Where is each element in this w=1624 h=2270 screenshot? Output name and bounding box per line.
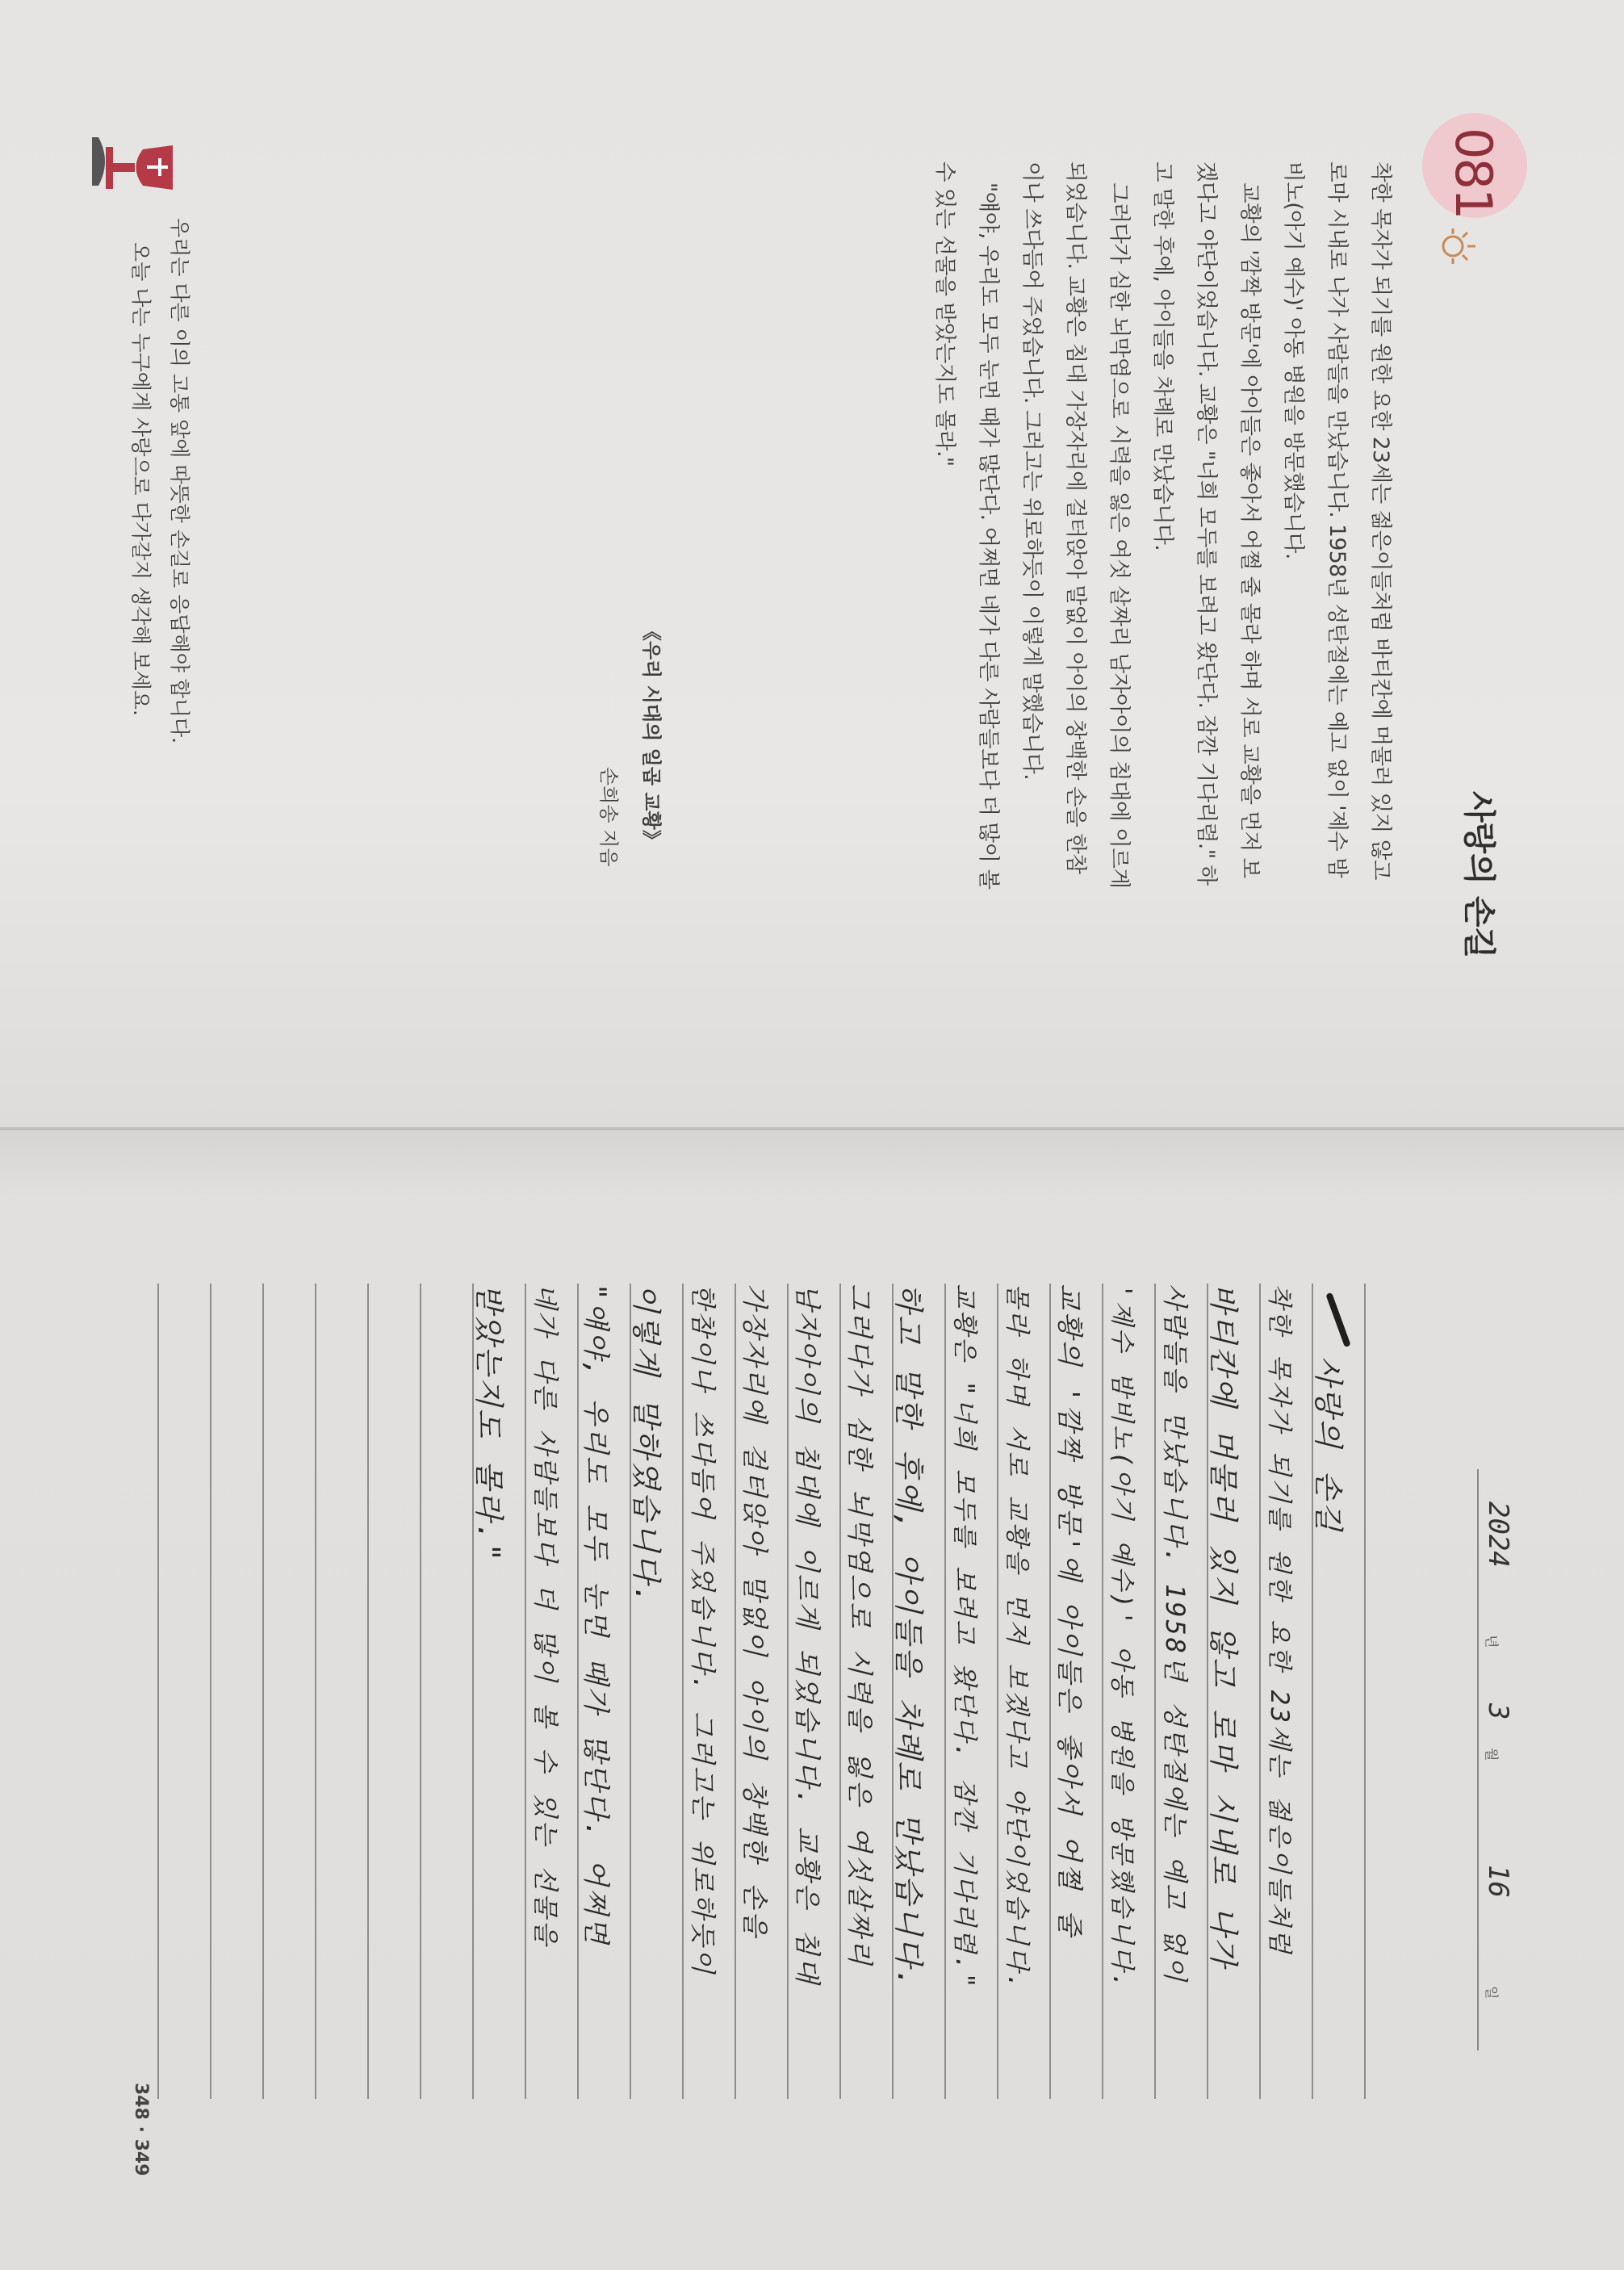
handwritten-line: '제수 밤비노(아기 예수)' 아동 병원을 방문했습니다. (1107, 1284, 1136, 1991)
date-day: 16 (1482, 1865, 1514, 1898)
handwritten-line: 받았는지도 몰라." (471, 1284, 506, 1564)
ruled-line (997, 1284, 998, 2099)
source-author: 손희송 지음 (597, 767, 620, 867)
date-field (1477, 1469, 1514, 2050)
date-underline (1477, 1469, 1479, 2050)
handwritten-line: 가장자리에 걸터앉아 말없이 아이의 창백한 손을 (739, 1284, 771, 1939)
handwritten-line: 한참이나 쓰다듬어 주었습니다. 그러고는 위로하듯이 (688, 1284, 718, 1976)
month-label: 월 (1483, 1748, 1499, 1761)
ruled-line (157, 1284, 159, 2099)
paragraph: "얘야, 우리도 모두 눈먼 때가 많단다. 어쩌면 네가 다른 사람들보다 더 많이 볼 수 있는 선물을 받았는지도 몰라." (932, 161, 1001, 890)
reflection-question: 오늘 나는 누구에게 사랑으로 다가갈지 생각해 보세요. (129, 242, 153, 716)
ruled-line (839, 1284, 841, 2099)
year-label: 년 (1483, 1635, 1499, 1648)
ruled-line (1259, 1284, 1261, 2099)
handwritten-line: "얘야, 우리도 모두 눈먼 때가 많단다. 어쩌면 (580, 1284, 612, 1946)
handwritten-line: 바티칸에 머물러 있지 않고 로마 시내로 나가 (1206, 1284, 1241, 1970)
ruled-line (420, 1284, 421, 2099)
ruled-line (1102, 1284, 1103, 2099)
ruled-line (787, 1284, 789, 2099)
handwritten-line: 그러다가 심한 뇌막염으로 시력을 잃은 여섯살짜리 (844, 1284, 876, 1967)
handwritten-line: 사람들을 만났습니다. 1958년 성탄절에는 예고 없이 (1160, 1284, 1191, 1983)
ruled-line (525, 1284, 526, 2099)
chalice-icon (90, 129, 179, 206)
date-year: 2024 (1482, 1501, 1514, 1568)
entry-number: 081 (1444, 128, 1503, 219)
handwritten-line: 교황은 "너희 모두를 보려고 왔단다. 잠깐 기다리렴." (950, 1284, 979, 1991)
ruled-line (944, 1284, 946, 2099)
printed-page (0, 0, 1624, 1130)
ruled-line (367, 1284, 369, 2099)
handwritten-line: 네가 다른 사람들보다 더 많이 볼 수 있는 선물을 (530, 1284, 561, 1948)
paragraph: 착한 목자가 되기를 원한 요한 23세는 젊은이들처럼 바티칸에 머물러 있지 않고 로마 시내로 나가 사람들을 만났습니다. 1958년 성탄절에는 예고 없이 '제수 밤비노(아기 예수)' 아동 병원을 방문했습니다. (1281, 161, 1393, 881)
handwritten-line: 교황의 '깜짝 방문'에 아이들은 좋아서 어쩔 줄 (1054, 1284, 1086, 1938)
handwritten-line: 남자아이의 침대에 이르게 되었습니다. 교황은 침대 (792, 1284, 823, 1986)
ruled-line (1154, 1284, 1156, 2099)
day-label: 일 (1483, 1986, 1499, 2000)
paragraph: 그러다가 심한 뇌막염으로 시력을 잃은 여섯 살짜리 남자아이의 침대에 이르게 되었습니다. 교황은 침대 가장자리에 걸터앉아 말없이 아이의 창백한 손을 한참이나 쓰다듬어 주었습니다. 그러고는 위로하듯이 이렇게 말했습니다. (1019, 161, 1132, 889)
article-body (923, 161, 1402, 892)
ruled-line (262, 1284, 264, 2099)
ruled-line (315, 1284, 316, 2099)
reflection-line: 우리는 다른 이의 고통 앞에 따뜻한 손길로 응답해야 합니다. (168, 218, 191, 744)
handwritten-line: 착한 목자가 되기를 원한 요한 23세는 젊은이들처럼 (1265, 1284, 1294, 1956)
page-title: 사랑의 손길 (1460, 791, 1497, 959)
handwritten-line: 이렇게 말하였습니다. (629, 1284, 663, 1606)
ruled-line (1364, 1284, 1366, 2099)
ruled-line (210, 1284, 211, 2099)
sun-icon (1429, 218, 1485, 274)
handwritten-line: 몰라 하며 서로 교황을 먼저 보겠다고 야단이었습니다. (1002, 1284, 1032, 1991)
ruled-line (735, 1284, 736, 2099)
ruled-line (1049, 1284, 1051, 2099)
page-numbers: 348 · 349 (131, 2083, 151, 2176)
ruled-line (682, 1284, 684, 2099)
source-title: 《우리 시대의 일곱 교황》 (640, 622, 663, 849)
date-month: 3 (1482, 1703, 1514, 1720)
handwritten-line: 사랑의 손길 (1311, 1356, 1346, 1533)
paragraph: 교황의 '깜짝 방문'에 아이들은 좋아서 어쩔 줄 몰라 하며 서로 교황을 먼저 보겠다고 야단이었습니다. 교황은 "너희 모두를 보려고 왔단다. 잠깐 기다리렴." 하고 말한 후에, 아이들을 차례로 만났습니다. (1150, 161, 1262, 886)
handwritten-line: 하고 말한 후에, 아이들을 차례로 만났습니다. (891, 1284, 926, 1990)
